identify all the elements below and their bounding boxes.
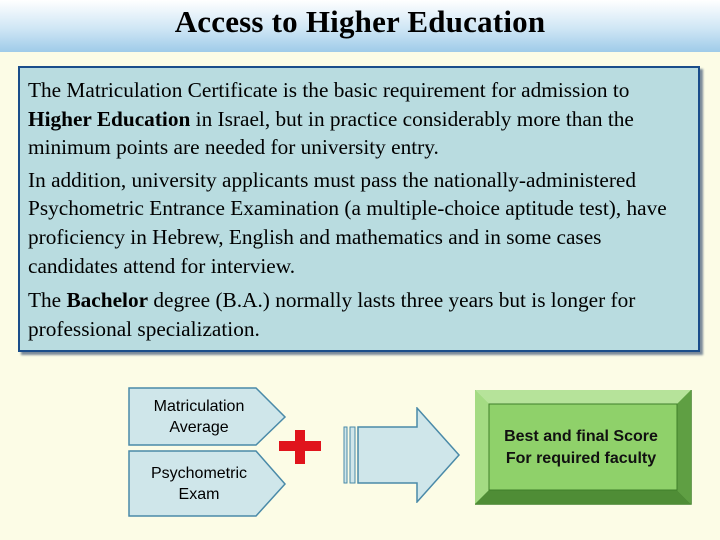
body-text-box — [18, 66, 700, 352]
box1-line2: Average — [169, 419, 229, 436]
matriculation-average-box — [128, 387, 288, 447]
paragraph-1-before: The Matriculation Certificate is the basic requirement for admission to — [28, 78, 630, 102]
psychometric-exam-box — [128, 450, 288, 518]
paragraph-1-after: in Israel, but in practice considerably more than the minimum points are needed for university entry. — [28, 106, 634, 160]
best-score-label — [487, 404, 675, 492]
slide-title: Access to Higher Education — [174, 4, 546, 39]
paragraph-requirements — [28, 166, 690, 280]
paragraph-3-bold: Bachelor — [66, 288, 149, 313]
box1-line1: Matriculation — [153, 398, 245, 415]
paragraph-1-bold: Higher Education — [28, 106, 191, 131]
box2-line1: Psychometric — [150, 465, 248, 482]
paragraph-admission — [28, 76, 690, 162]
result-line2: For required faculty — [505, 450, 657, 467]
paragraph-2-text: In addition, university applicants must pass the nationally-administered Psychometric Entrance Examination (a multiple-choice aptitude test), have proficiency in Hebrew, English and mathematics and in some cases candidates attend for interview. — [28, 167, 667, 278]
right-arrow-icon — [343, 407, 461, 503]
psychometric-exam-label — [128, 450, 270, 518]
plus-icon — [278, 429, 322, 465]
paragraph-3-before: The — [28, 288, 67, 313]
paragraph-bachelor — [28, 286, 690, 343]
paragraph-3-after: degree (B.A.) normally lasts three years but is longer for professional specialization. — [28, 288, 636, 341]
result-line1: Best and final Score — [504, 428, 658, 445]
matriculation-average-label — [128, 387, 270, 447]
box2-line2: Exam — [178, 486, 220, 503]
